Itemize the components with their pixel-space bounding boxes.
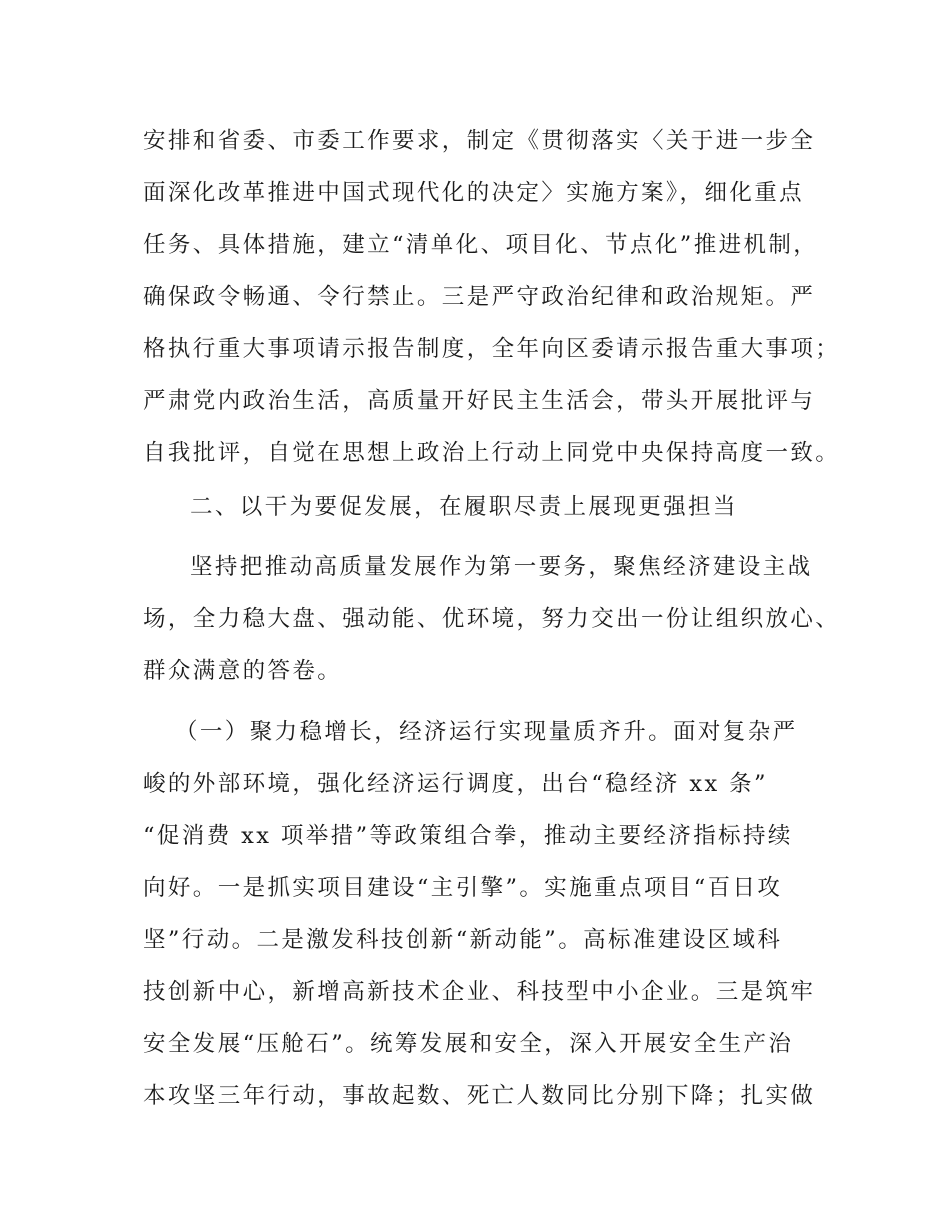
subsection-line-2: 峻的外部环境，强化经济运行调度，出台“稳经济 xx 条” bbox=[143, 771, 768, 797]
subsection-line-5: 坚”行动。二是激发科技创新“新动能”。高标准建设区域科 bbox=[143, 927, 783, 953]
subsection-line-3: “促消费 xx 项举措”等政策组合拳，推动主要经济指标持续 bbox=[143, 823, 793, 849]
body-line-3: 任务、具体措施，建立“清单化、项目化、节点化”推进机制， bbox=[143, 232, 819, 258]
subsection-line-1: （一）聚力稳增长，经济运行实现量质齐升。面对复杂严 bbox=[175, 719, 798, 745]
section-heading: 二、以干为要促发展，在履职尽责上展现更强担当 bbox=[190, 494, 738, 520]
subsection-line-7: 安全发展“压舱石”。统筹发展和安全，深入开展安全生产治 bbox=[143, 1031, 794, 1057]
subsection-line-8: 本攻坚三年行动，事故起数、死亡人数同比分别下降；扎实做 bbox=[143, 1083, 816, 1109]
intro-line-2: 场，全力稳大盘、强动能、优环境，努力交出一份让组织放心、 bbox=[143, 606, 841, 632]
subsection-line-6: 技创新中心，新增高新技术企业、科技型中小企业。三是筑牢 bbox=[143, 979, 816, 1005]
body-line-7: 自我批评，自觉在思想上政治上行动上同党中央保持高度一致。 bbox=[143, 440, 841, 466]
intro-line-3: 群众满意的答卷。 bbox=[143, 658, 343, 684]
subsection-line-4: 向好。一是抓实项目建设“主引擎”。实施重点项目“百日攻 bbox=[143, 875, 783, 901]
body-line-1: 安排和省委、市委工作要求，制定《贯彻落实〈关于进一步全 bbox=[143, 128, 816, 154]
body-line-4: 确保政令畅通、令行禁止。三是严守政治纪律和政治规矩。严 bbox=[143, 284, 816, 310]
body-line-6: 严肃党内政治生活，高质量开好民主生活会，带头开展批评与 bbox=[143, 388, 816, 414]
intro-line-1: 坚持把推动高质量发展作为第一要务，聚焦经济建设主战 bbox=[190, 554, 813, 580]
body-line-2: 面深化改革推进中国式现代化的决定〉实施方案》，细化重点 bbox=[143, 180, 805, 206]
body-line-5: 格执行重大事项请示报告制度，全年向区委请示报告重大事项； bbox=[143, 336, 841, 362]
